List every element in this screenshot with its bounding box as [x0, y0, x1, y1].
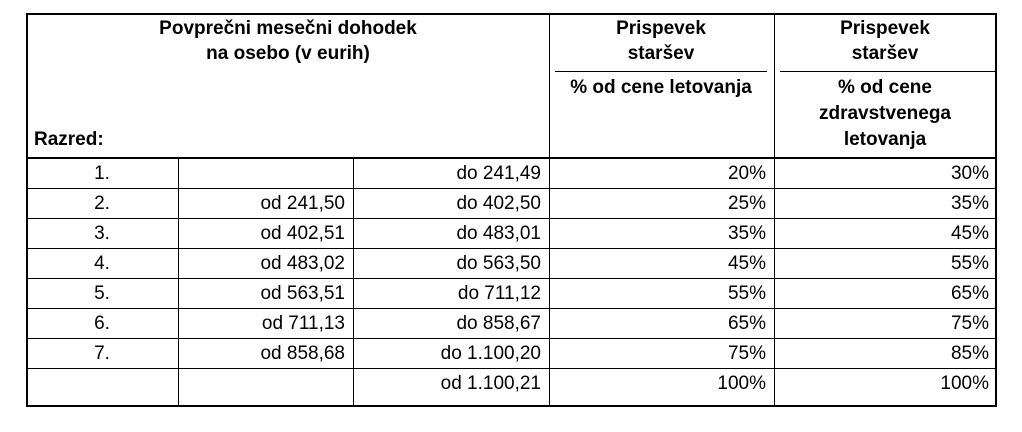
income-to-cell: do 402,50: [456, 193, 541, 214]
contrib2-header-line2: staršev: [851, 43, 919, 64]
row-divider: [26, 278, 997, 279]
income-to-cell: do 858,67: [456, 313, 541, 334]
income-from-cell: od 711,13: [261, 313, 345, 334]
contribution-percent-cell: 45%: [727, 253, 766, 274]
razred-cell: 5.: [94, 283, 110, 304]
contrib1-header-line1: Prispevek: [616, 18, 706, 39]
contribution-percent-cell: 65%: [727, 313, 766, 334]
razred-cell: 7.: [94, 343, 110, 364]
income-to-cell: od 1.100,21: [440, 373, 541, 394]
income-from-cell: od 483,02: [260, 253, 345, 274]
contrib2-header-line1: Prispevek: [840, 18, 930, 39]
health-contribution-percent-cell: 30%: [950, 163, 989, 184]
contrib1-subheader: % od cene letovanja: [570, 77, 752, 98]
row-divider: [26, 368, 997, 369]
razred-cell: 2.: [94, 193, 110, 214]
row-divider: [26, 188, 997, 189]
row-divider: [26, 338, 997, 339]
health-contribution-percent-cell: 55%: [950, 253, 989, 274]
contrib2-subheader-line1: % od cene: [838, 77, 932, 98]
health-contribution-percent-cell: 85%: [950, 343, 989, 364]
health-contribution-percent-cell: 45%: [950, 223, 989, 244]
contribution-percent-cell: 100%: [717, 373, 766, 394]
row-divider: [26, 308, 997, 309]
row-divider: [26, 248, 997, 249]
income-from-cell: od 563,51: [260, 283, 345, 304]
health-contribution-percent-cell: 35%: [950, 193, 989, 214]
income-header-line1: Povprečni mesečni dohodek: [159, 18, 417, 39]
subheader-divider: [780, 71, 996, 72]
health-contribution-percent-cell: 65%: [950, 283, 989, 304]
income-header-line2: na osebo (v eurih): [206, 43, 370, 64]
income-to-cell: do 241,49: [456, 163, 541, 184]
health-contribution-percent-cell: 100%: [940, 373, 989, 394]
health-contribution-percent-cell: 75%: [950, 313, 989, 334]
row-divider: [26, 218, 997, 219]
razred-cell: 6.: [94, 313, 110, 334]
razred-cell: 4.: [94, 253, 110, 274]
income-to-cell: do 563,50: [456, 253, 541, 274]
contrib2-subheader-line3: letovanja: [843, 129, 927, 150]
income-to-cell: do 711,12: [457, 283, 541, 304]
contribution-percent-cell: 75%: [727, 343, 766, 364]
income-from-cell: od 402,51: [260, 223, 345, 244]
contrib1-header-line2: staršev: [627, 43, 695, 64]
contribution-percent-cell: 20%: [727, 163, 766, 184]
razred-label: Razred:: [34, 129, 104, 150]
contribution-percent-cell: 55%: [727, 283, 766, 304]
income-to-cell: do 1.100,20: [440, 343, 541, 364]
income-from-cell: od 858,68: [260, 343, 345, 364]
income-to-cell: do 483,01: [456, 223, 541, 244]
income-from-cell: od 241,50: [260, 193, 345, 214]
subheader-divider: [555, 71, 767, 72]
razred-cell: 1.: [94, 163, 110, 184]
razred-cell: 3.: [94, 223, 110, 244]
contrib2-subheader-line2: zdravstvenega: [818, 103, 951, 124]
header-divider: [26, 157, 997, 159]
contribution-percent-cell: 25%: [727, 193, 766, 214]
contribution-percent-cell: 35%: [727, 223, 766, 244]
